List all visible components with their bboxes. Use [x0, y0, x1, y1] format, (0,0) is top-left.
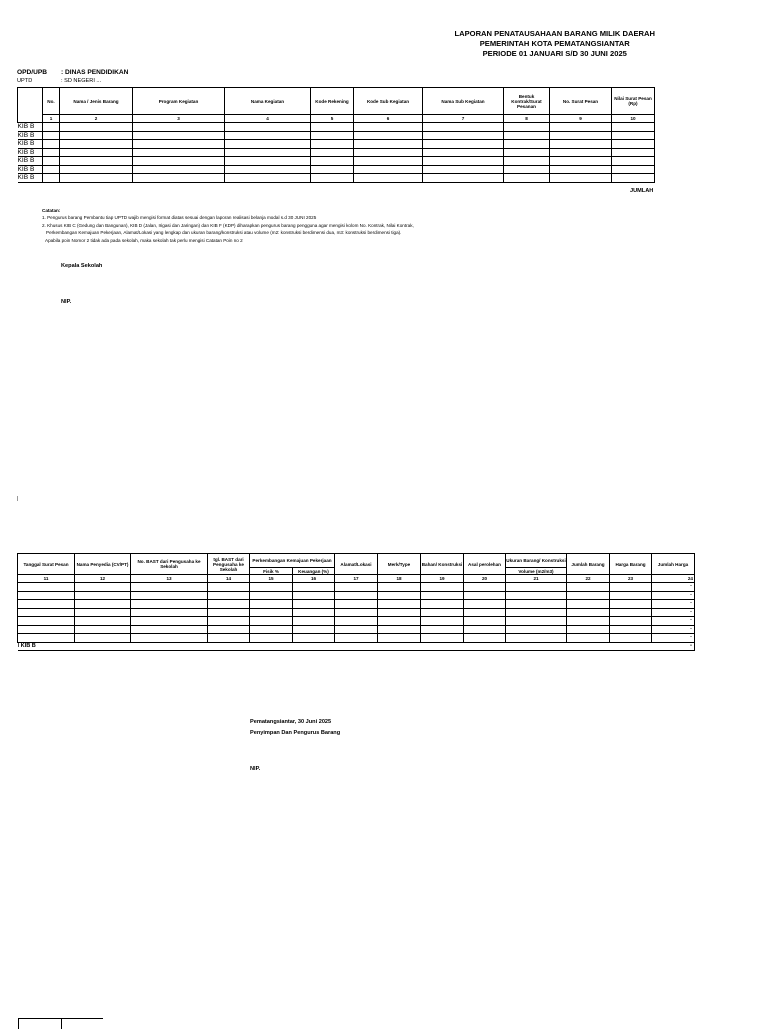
- opd-label: OPD/UPB: [17, 69, 48, 76]
- table1-header-row: [18, 88, 655, 115]
- col-asal-perolehan: Asal perolehan: [464, 554, 506, 575]
- col-no: No.: [43, 88, 60, 115]
- table1-number-corner: [18, 115, 43, 123]
- col-number: 8: [504, 115, 550, 123]
- table-row: [18, 625, 695, 634]
- col-number: 14: [208, 575, 250, 583]
- table1-number-row: [18, 115, 655, 123]
- col-number: 10: [612, 115, 655, 123]
- col-number: 22: [567, 575, 610, 583]
- notes: [42, 207, 602, 244]
- row-label: KIB B: [18, 165, 43, 174]
- signature-nip-storekeeper: NIP.: [250, 766, 261, 772]
- jumlah-harga-value: -: [652, 583, 695, 592]
- col-volume: Volume (m2/m3): [506, 568, 567, 575]
- col-nama-jenis-barang: Nama / Jenis Barang: [60, 88, 133, 115]
- signature-role-storekeeper: Penyimpan Dan Pengurus Barang: [250, 730, 341, 736]
- table-row: [18, 583, 695, 592]
- note-line: 2. Khusus KIB C (Gedung dan Bangunan), KIB D (Jalan, Irigasi dan Jaringan) dan KIB F (KDP) diharapkan pengurus barang pengguna agar mengisi kolom No. Kontrak, Nilai Kontrak,: [42, 222, 414, 228]
- col-number: 16: [293, 575, 335, 583]
- page-divider-mark: [17, 496, 18, 501]
- report-period: PERIODE 01 JANUARI S/D 30 JUNI 2025: [482, 49, 627, 58]
- row-label: KIB B: [18, 131, 43, 140]
- note-line: Apabila poin Nomor 2 tidak ada pada sekolah, maka sekolah tak perlu mengisi Catatan Poin no 2: [45, 237, 243, 243]
- report-header: [454, 29, 655, 59]
- col-bahan-konstruksi: Bahan/ Konstruksi: [421, 554, 464, 575]
- col-number: 7: [423, 115, 504, 123]
- table-row: [18, 634, 695, 643]
- col-keuangan: Keuangan (%): [293, 568, 335, 575]
- col-number: 23: [610, 575, 652, 583]
- table-row: [18, 157, 655, 166]
- signature-role-headmaster: Kepala Sekolah: [61, 263, 103, 269]
- col-jumlah-barang: Jumlah Barang: [567, 554, 610, 575]
- row-label: KIB B: [18, 174, 43, 183]
- table-part-2: [17, 553, 695, 651]
- col-nama-kegiatan: Nama Kegiatan: [225, 88, 311, 115]
- table2-total-value: -: [652, 642, 695, 650]
- uptd-label: UPTD: [17, 78, 33, 84]
- signature-block-storekeeper: [250, 717, 340, 739]
- col-number: 21: [506, 575, 567, 583]
- col-number: 6: [354, 115, 423, 123]
- col-nilai-surat-pesan: Nilai Surat Pesan (Rp): [612, 88, 655, 115]
- table-row: [18, 600, 695, 609]
- table-row: [18, 148, 655, 157]
- col-harga-barang: Harga Barang: [610, 554, 652, 575]
- col-tanggal-surat-pesan: Tanggal Surat Pesan: [18, 554, 75, 575]
- col-number: 19: [421, 575, 464, 583]
- col-number: 24: [652, 575, 695, 583]
- jumlah-harga-value: -: [652, 591, 695, 600]
- row-label: KIB B: [18, 140, 43, 149]
- table-row: [18, 165, 655, 174]
- jumlah-harga-value: -: [652, 617, 695, 626]
- col-no-bast: No. BAST dari Pengusaha ke Sekolah: [131, 554, 208, 575]
- col-alamat-lokasi: Alamat/Lokasi: [335, 554, 378, 575]
- notes-title: Catatan:: [42, 208, 61, 213]
- col-nama-sub-kegiatan: Nama Sub Kegiatan: [423, 88, 504, 115]
- table1-corner: [18, 88, 43, 115]
- report-government: PEMERINTAH KOTA PEMATANGSIANTAR: [479, 39, 630, 48]
- row-label: KIB B: [18, 123, 43, 132]
- col-merk-type: Merk/Type: [378, 554, 421, 575]
- col-no-surat-pesan: No. Surat Pesan: [550, 88, 612, 115]
- col-jumlah-harga: Jumlah Harga: [652, 554, 695, 575]
- table-row: [18, 123, 655, 132]
- table-row: [18, 608, 695, 617]
- note-line: 1. Pengurus barang Pembantu tiap UPTD wajib mengisi format diatas sesuai dengan laporan realisasi belanja modal s.d 30 JUNI 2025: [42, 215, 317, 221]
- col-number: 15: [250, 575, 293, 583]
- uptd-value: : SD NEGERI ...: [61, 78, 102, 84]
- table-row: [18, 617, 695, 626]
- col-number: 20: [464, 575, 506, 583]
- table-row: [18, 131, 655, 140]
- col-number: 12: [75, 575, 131, 583]
- col-ukuran-barang: Ukuran Barang/ Konstruksi: [506, 554, 567, 568]
- jumlah-harga-value: -: [652, 634, 695, 643]
- col-number: 1: [43, 115, 60, 123]
- col-number: 13: [131, 575, 208, 583]
- table1-total-label: JUMLAH: [630, 188, 654, 194]
- row-label: KIB B: [18, 157, 43, 166]
- col-bentuk-kontrak: Bentuk Kontrak/Surat Pesanan: [504, 88, 550, 115]
- col-number: 3: [133, 115, 225, 123]
- col-kode-sub-kegiatan: Kode Sub Kegiatan: [354, 88, 423, 115]
- note-line: Perkembangan Kemajuan Pekerjaan, Alamat/Lokasi yang lengkap dan ukuran barang/konstruksi atau volume (m2: konstruksi berdimensi dua, m3: konstruksi berdimensi tiga).: [46, 230, 402, 236]
- jumlah-harga-value: -: [652, 625, 695, 634]
- col-number: 18: [378, 575, 421, 583]
- col-number: 9: [550, 115, 612, 123]
- jumlah-harga-value: -: [652, 600, 695, 609]
- opd-value: : DINAS PENDIDIKAN: [61, 69, 129, 76]
- table-row: [18, 591, 695, 600]
- col-tgl-bast: tgl. BAST dari Pengusaha ke Sekolah: [208, 554, 250, 575]
- col-kode-rekening: Kode Rekening: [311, 88, 354, 115]
- table-row: [18, 174, 655, 183]
- col-number: 4: [225, 115, 311, 123]
- table2-total-label: I KIB B: [18, 642, 652, 650]
- table-part-1: [17, 87, 655, 183]
- col-fisik: Fisik %: [250, 568, 293, 575]
- report-title: LAPORAN PENATAUSAHAAN BARANG MILIK DAERAH: [454, 29, 655, 38]
- signature-nip-headmaster: NIP.: [61, 299, 72, 305]
- col-number: 5: [311, 115, 354, 123]
- col-program-kegiatan: Program Kegiatan: [133, 88, 225, 115]
- row-label: KIB B: [18, 148, 43, 157]
- col-number: 2: [60, 115, 133, 123]
- jumlah-harga-value: -: [652, 608, 695, 617]
- table2-header-row: [18, 554, 695, 568]
- table2-total-row: [18, 642, 695, 650]
- signature-place-date: Pematangsiantar, 30 Juni 2025: [250, 719, 332, 725]
- col-number: 11: [18, 575, 75, 583]
- table2-number-row: [18, 575, 695, 583]
- col-nama-penyedia: Nama Penyedia (CV/PT): [75, 554, 131, 575]
- col-number: 17: [335, 575, 378, 583]
- col-perkembangan: Perkembangan Kemajuan Pekerjaan: [250, 554, 335, 568]
- table-row: [18, 140, 655, 149]
